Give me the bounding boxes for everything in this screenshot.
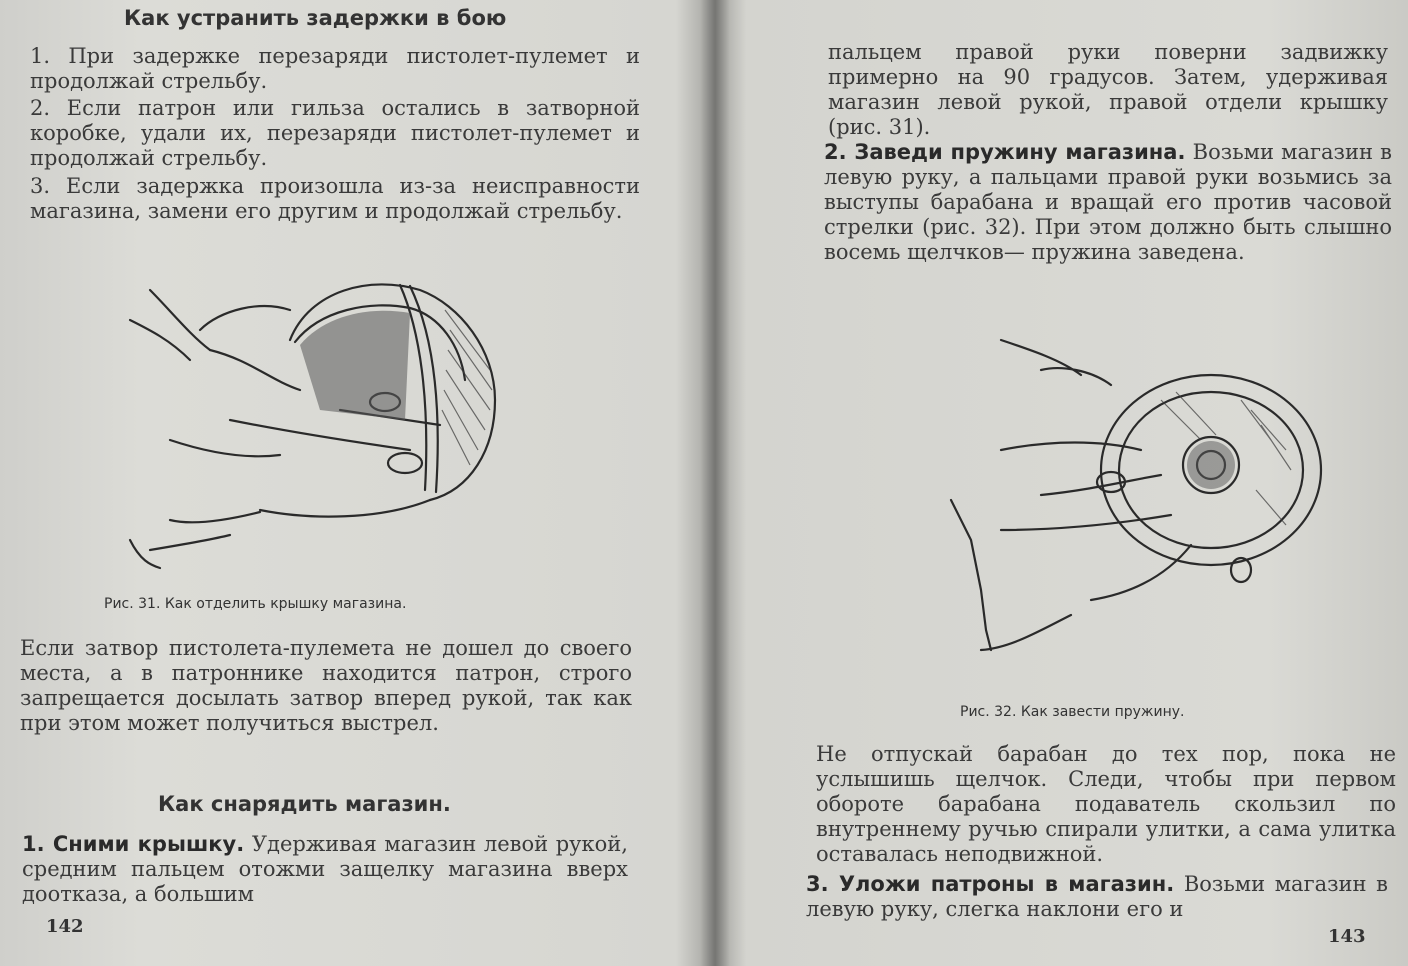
heading-load-magazine: Как снарядить магазин. bbox=[158, 792, 451, 816]
step-3-title: 3. Уложи патроны в магазин. bbox=[806, 872, 1175, 896]
hand-holding-magazine-drawing bbox=[110, 250, 550, 570]
page-number-left: 142 bbox=[46, 916, 84, 937]
figure-31-caption: Рис. 31. Как отделить крышку магазина. bbox=[104, 596, 407, 612]
figure-31-illustration bbox=[110, 250, 550, 570]
paragraph-bolt-warning: Если затвор пистолета-пулемета не дошел до своего места, а в патроннике находится патрон, строго запрещается досылать затвор вперед рукой, так как при этом может получиться выстрел. bbox=[20, 636, 632, 735]
paragraph-release-drum: Не отпускай барабан до тех пор, пока не услышишь щелчок. Следи, чтобы при первом обороте барабана подаватель скользил по внутреннему ручью спирали улитки, а сама улитка оставалась неподвижной. bbox=[816, 742, 1396, 866]
paragraph-continuation: пальцем правой руки поверни задвижку примерно на 90 градусов. Затем, удерживая магазин левой рукой, правой отдели крышку (рис. 31). bbox=[828, 40, 1388, 139]
right-page bbox=[716, 0, 1408, 966]
paragraph-step-2 bbox=[824, 140, 1392, 265]
paragraph-step-3 bbox=[806, 872, 1388, 922]
step-2-text: Возьми магазин в левую руку, а пальцами правой руки возьмись за выступы барабана и вращай его против часовой стрелки (рис. 32). При этом должно быть слышно восемь щелчков— пружина заведена. bbox=[824, 140, 1392, 264]
paragraph-delay-2: 2. Если патрон или гильза остались в затворной коробке, удали их, перезаряди пистолет-пулемет и продолжай стрельбу. bbox=[30, 96, 640, 170]
step-1-text: Удерживая магазин левой рукой, средним пальцем отожми защелку магазина вверх доотказа, а большим bbox=[22, 832, 628, 906]
paragraph-delay-1: 1. При задержке перезаряди пистолет-пулемет и продолжай стрельбу. bbox=[30, 44, 640, 93]
heading-delays: Как устранить задержки в бою bbox=[124, 6, 507, 30]
step-3-text: Возьми магазин в левую руку, слегка наклони его и bbox=[806, 872, 1388, 921]
paragraph-delay-3: 3. Если задержка произошла из-за неисправности магазина, замени его другим и продолжай стрельбу. bbox=[30, 174, 640, 223]
figure-32-caption: Рис. 32. Как завести пружину. bbox=[960, 704, 1185, 720]
hand-winding-spring-drawing bbox=[941, 330, 1341, 670]
page-number-right: 143 bbox=[1328, 926, 1366, 947]
paragraph-step-1 bbox=[22, 832, 628, 907]
figure-32-illustration bbox=[941, 330, 1341, 670]
step-2-title: 2. Заведи пружину магазина. bbox=[824, 140, 1186, 164]
step-1-title: 1. Сними крышку. bbox=[22, 832, 245, 856]
